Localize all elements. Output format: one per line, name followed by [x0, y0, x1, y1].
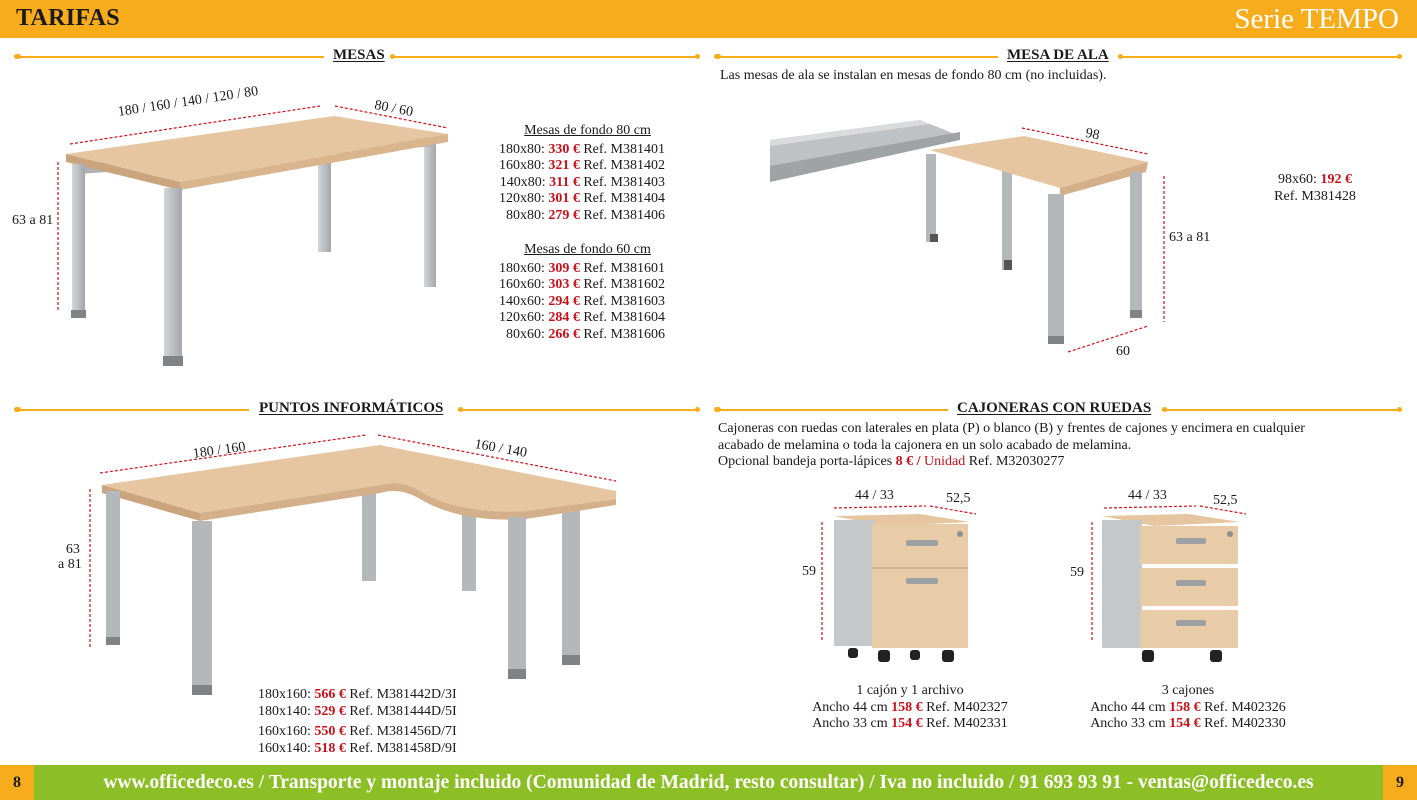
- wing-width-dim: 98: [1084, 126, 1101, 144]
- list-item: Ancho 33 cm 154 € Ref. M402330: [1090, 716, 1286, 731]
- list-item: 180x60: 309 € Ref. M381601: [498, 260, 665, 276]
- footer-bar: [0, 765, 1417, 800]
- list-item: Ancho 44 cm 158 € Ref. M402327: [812, 699, 1008, 715]
- footer-contact[interactable]: www.officedeco.es / Transporte y montaje incluido (Comunidad de Madrid, resto consultar) / Iva no incluido / 91 693 93 91 - ventas@officedeco.es: [103, 772, 1314, 793]
- list-item: 80x60: 266 € Ref. M381606: [505, 326, 665, 342]
- pedestal-1-prices: 1 cajón y 1 archivo Ancho 44 cm 158 € Ref. M402327 Ancho 33 cm 154 € Ref. M402331: [790, 683, 1030, 733]
- list-item: 160x80: 321 € Ref. M381402: [498, 158, 665, 173]
- pedestal-1-illustration: [800, 480, 1020, 670]
- ala-price: 98x60: 192 € Ref. M381428: [1274, 172, 1356, 204]
- list-item: 160x140: 518 € Ref. M381458D/9I: [258, 740, 457, 756]
- list-item: 180x140: 529 € Ref. M381444D/5I: [258, 703, 457, 719]
- cajoneras-heading: CAJONERAS CON RUEDAS: [716, 399, 1400, 419]
- wing-depth-dim: 60: [1116, 344, 1130, 359]
- pedestal-2-illustration: [1070, 480, 1290, 670]
- series-title: Serie TEMPO: [1234, 3, 1399, 35]
- page-number-right: 9: [1383, 765, 1417, 800]
- ala-note: Las mesas de ala se instalan en mesas de fondo 80 cm (no incluidas).: [720, 68, 1107, 83]
- mesas-80-list: Mesas de fondo 80 cm 180x80: 330 € Ref. M381401 160x80: 321 € Ref. M381402 140x80: 311 € Ref. M381403 120x80: 301 € Ref. M381404 80x80: 279 € Ref. M381406: [490, 123, 665, 224]
- corner-desk-illustration: [80, 425, 640, 725]
- mesas-heading: MESAS: [16, 46, 698, 66]
- list-item: 120x60: 284 € Ref. M381604: [498, 310, 665, 325]
- puntos-heading: PUNTOS INFORMÁTICOS: [16, 399, 698, 419]
- desk-width-dim: 180 / 160 / 140 / 120 / 80: [117, 84, 260, 120]
- cajoneras-desc: Cajoneras con ruedas con laterales en plata (P) o blanco (B) y frentes de cajones y encimera en cualquier acabado de melamina o toda la cajonera en un solo acabado de melamina. Opcional bandeja porta-lápices 8 € / Unidad Ref. M32030277: [718, 421, 1305, 469]
- wing-desk-illustration: [770, 110, 1190, 370]
- desk-illustration: [0, 90, 460, 390]
- pedestal-2-depth-dim: 52,5: [1213, 493, 1238, 508]
- wing-height-dim: 63 a 81: [1169, 230, 1211, 245]
- list-item: 140x80: 311 € Ref. M381403: [499, 174, 665, 190]
- pedestal-1-height-dim: 59: [802, 564, 816, 579]
- desk-height-dim: 63 a 81: [12, 213, 54, 228]
- pedestal-1-width-dim: 44 / 33: [855, 488, 894, 503]
- list-item: Ancho 33 cm 154 € Ref. M402331: [812, 716, 1008, 731]
- pedestal-2-prices: 3 cajones Ancho 44 cm 158 € Ref. M402326 Ancho 33 cm 154 € Ref. M402330: [1068, 683, 1308, 733]
- list-item: 80x80: 279 € Ref. M381406: [505, 207, 665, 223]
- mesas-60-list: Mesas de fondo 60 cm 180x60: 309 € Ref. M381601 160x60: 303 € Ref. M381602 140x60: 294 € Ref. M381603 120x60: 284 € Ref. M381604 80x60: 266 € Ref. M381606: [490, 242, 665, 343]
- page-title: TARIFAS: [16, 5, 120, 31]
- header-bar: [0, 0, 1417, 38]
- list-item: 180x160: 566 € Ref. M381442D/3I: [258, 687, 457, 702]
- list-item: 140x60: 294 € Ref. M381603: [498, 293, 665, 309]
- pedestal-1-depth-dim: 52,5: [946, 491, 971, 506]
- list-item: 180x80: 330 € Ref. M381401: [498, 141, 665, 157]
- list-item: 120x80: 301 € Ref. M381404: [498, 191, 665, 206]
- puntos-list: [258, 687, 457, 757]
- list-item: 160x160: 550 € Ref. M381456D/7I: [258, 724, 457, 739]
- corner-depth-dim: 160 / 140: [473, 437, 529, 461]
- desk-depth-dim: 80 / 60: [373, 98, 415, 121]
- mesa-ala-heading: MESA DE ALA: [716, 46, 1400, 66]
- list-item: 160x60: 303 € Ref. M381602: [498, 277, 665, 292]
- pedestal-2-width-dim: 44 / 33: [1128, 488, 1167, 503]
- corner-height-dim: 63 a 81: [58, 542, 82, 572]
- pedestal-2-height-dim: 59: [1070, 565, 1084, 580]
- corner-width-dim: 180 / 160: [192, 439, 247, 462]
- list-item: Ancho 44 cm 158 € Ref. M402326: [1090, 699, 1286, 715]
- page-number-left: 8: [0, 765, 34, 800]
